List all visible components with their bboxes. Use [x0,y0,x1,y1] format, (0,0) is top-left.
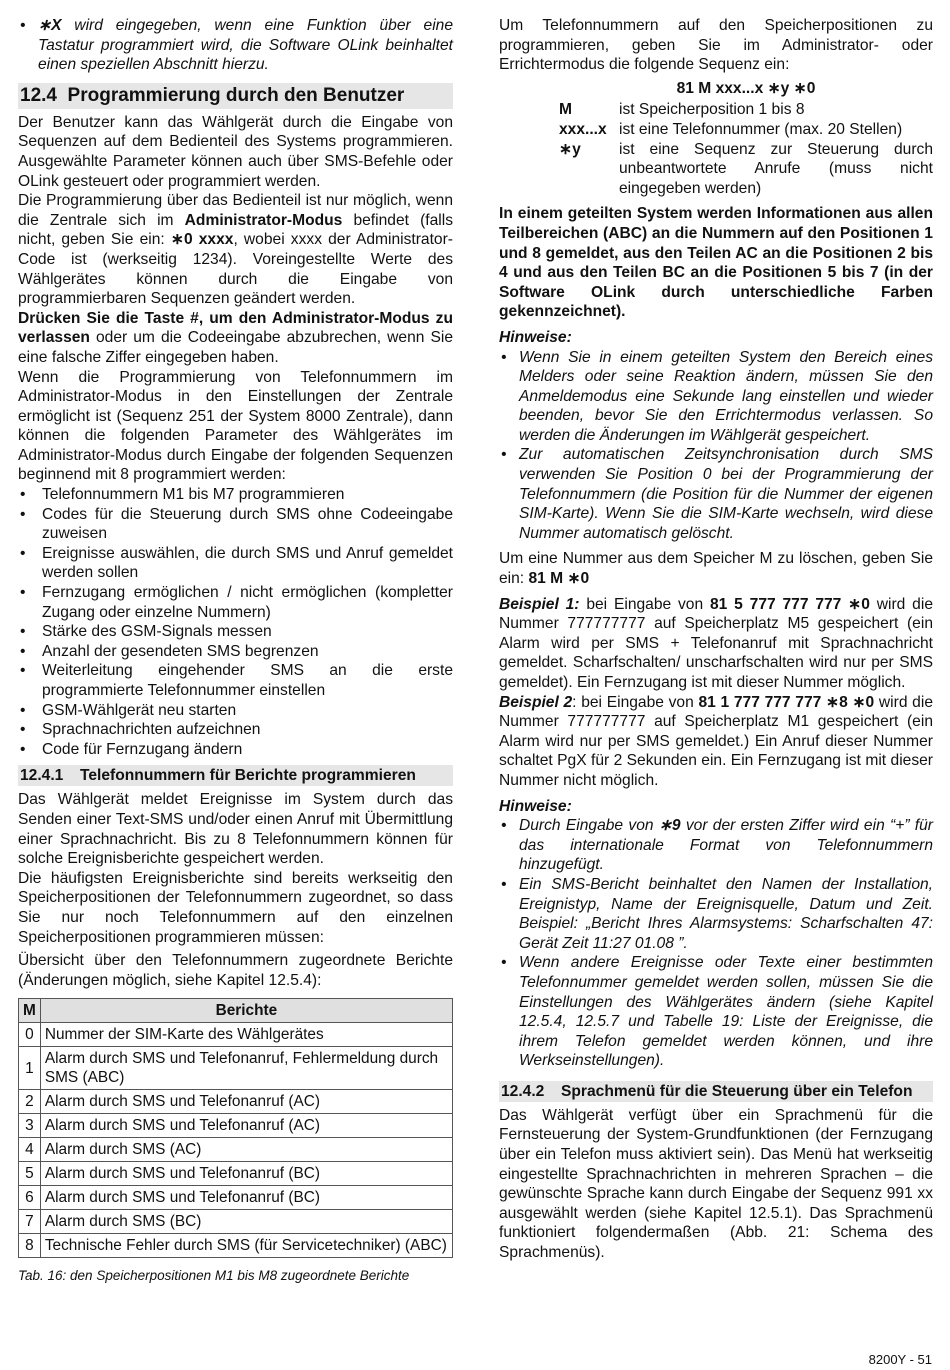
definition-text: ist eine Sequenz zur Steuerung durch unbeantwortete Anrufe (muss nicht eingegeben werden) [619,140,933,197]
report-description: Nummer der SIM-Karte des Wählgerätes [40,1023,452,1047]
notes-heading: Hinweise: [499,328,572,346]
paragraph: Das Wählgerät verfügt über ein Sprachmenü für die Fernsteuerung der System-Grundfunktionen (der Fernzugang über ein Telefon muss aktiviert sein). Das Menü hat werkseitig eingestellte Sprachnachrichten in mehreren Sprachen – die gewünschte Sprache kann durch Eingabe der Sequenz 991 xx ausgewählt werden (siehe Kapitel 12.5.1). Das Sprachmenü funktioniert folgendermaßen (Abb. 21: Schema des Sprachmenüs). [499,1106,933,1262]
example-2: Beispiel 2: bei Eingabe von 81 1 777 777 777 ∗8 ∗0 wird die Nummer 777777777 auf Speicherplatz M1 gespeichert (ein Alarm wird nur per SMS gemeldet.) Ein Anruf dieser Nummer schaltet PgX für 2 Sekunden ein. Ein Fernzugang ist mit dieser Nummer nicht möglich. [499,693,933,789]
notes-heading: Hinweise: [499,797,572,815]
report-description: Technische Fehler durch SMS (für Servicetechniker) (ABC) [40,1234,452,1258]
list-item: • Stärke des GSM-Signals messen [18,622,453,642]
table-row [19,1047,453,1090]
memory-position: 2 [19,1090,41,1114]
section-heading-12-4-1: 12.4.1 Telefonnummern für Berichte programmieren [18,765,453,786]
list-item: • Sprachnachrichten aufzeichnen [18,720,453,740]
list-item: • ∗X wird eingegeben, wenn eine Funktion über eine Tastatur programmiert wird, die Software OLink beinhaltet einen speziellen Abschnitt hierzu. [18,16,453,75]
paragraph: Übersicht über den Telefonnummern zugeordnete Berichte (Änderungen möglich, siehe Kapitel 12.5.4): [18,952,453,989]
definition-text: ist Speicherposition 1 bis 8 [619,101,805,119]
page-footer: 8200Y - 51 [868,1352,932,1367]
paragraph: Die Programmierung über das Bedienteil ist nur möglich, wenn die Zentrale sich im Administrator-Modus befindet (falls nicht, geben Sie ein: ∗0 xxxx, wobei xxxx der Administrator-Code ist (werkseitig 1234). Voreingestellte Werte des Wählgerätes können durch die Eingabe von programmierbaren Sequenzen geändert werden. [18,192,453,308]
bold-paragraph: In einem geteilten System werden Informationen aus allen Teilbereichen (ABC) an die Nummern auf den Positionen 1 und 8 gemeldet, aus den Teilen AC an die Positionen 2 bis 4 und aus den Teilen BC an die Positionen 5 bis 7 (in der Software OLink durch unterschiedliche Farben gekennzeichnet). [499,205,933,321]
notes-list [499,816,933,1071]
list-item: • Telefonnummern M1 bis M7 programmieren [18,485,453,505]
memory-position: 4 [19,1138,41,1162]
report-description: Alarm durch SMS und Telefonanruf (BC) [40,1186,452,1210]
list-item: • Ein SMS-Bericht beinhaltet den Namen der Installation, Ereignistyp, Name der Ereignisquelle, Datum und Zeit. Beispiel: „Bericht Ihres Alarmsystems: Scharfschalten 47: Gerät Zeit 11:27 01.08 ”. [499,875,933,953]
definition-text: ist eine Telefonnummer (max. 20 Stellen) [619,120,903,138]
report-description: Alarm durch SMS und Telefonanruf (AC) [40,1114,452,1138]
table-row [19,1162,453,1186]
definition-list [499,100,933,198]
report-table [18,998,453,1258]
list-item: • Fernzugang ermöglichen / nicht ermöglichen (kompletter Zugang oder einzelne Nummern) [18,583,453,622]
memory-position: 8 [19,1234,41,1258]
list-item: • GSM-Wählgerät neu starten [18,701,453,721]
table-caption: Tab. 16: den Speicherpositionen M1 bis M8 zugeordnete Berichte [18,1268,410,1284]
list-item: • Ereignisse auswählen, die durch SMS und Anruf gemeldet werden sollen [18,544,453,583]
paragraph: Das Wählgerät meldet Ereignisse im System durch das Senden einer Text-SMS und/oder einen Anruf mit Übermittlung einer Sprachnachricht. Bis zu 8 Telefonnummern können für solche Ereignisberichte gespeichert werden. [18,791,453,868]
definition-term: M [559,101,572,119]
list-item: • Anzahl der gesendeten SMS begrenzen [18,642,453,662]
section-heading-12-4-2: 12.4.2 Sprachmenü für die Steuerung über ein Telefon [499,1081,933,1102]
list-item: • Wenn andere Ereignisse oder Texte einer bestimmten Telefonnummer gemeldet werden sollen, müssen Sie die Einstellungen des Wählgerätes ändern (siehe Kapitel 12.5.4, 12.5.7 und Tabelle 19: Liste der Ereignisse, die ihrem Telefon gemeldet werden können, und ihre Werkseinstellungen). [499,953,933,1071]
list-item: • Wenn Sie in einem geteilten System den Bereich eines Melders oder seine Reaktion ändern, müssen Sie den Anmeldemodus eine Sekunde lang einstellen und wieder beenden, bevor Sie den Errichtermodus verlassen. So werden die Änderungen im Wählgerät gespeichert. [499,348,933,446]
paragraph: Wenn die Programmierung von Telefonnummern im Administrator-Modus in den Einstellungen der Zentrale ermöglicht ist (Sequenz 251 der System 8000 Zentrale), dann können die folgenden Parameter des Wählgerätes im Administrator-Modus durch Eingabe der folgenden Sequenzen beginnend mit 8 programmiert werden: [18,368,453,484]
memory-position: 0 [19,1023,41,1047]
right-column [499,16,933,1263]
memory-position: 1 [19,1047,41,1090]
table-row [19,1138,453,1162]
parameter-list [18,485,453,759]
definition-term: ∗y [559,140,581,158]
list-item: • Code für Fernzugang ändern [18,740,453,760]
table-header-berichte: Berichte [40,999,452,1023]
intro-bullet-list [18,16,453,75]
table-row [19,1234,453,1258]
star-x-symbol: ∗X [38,17,62,34]
left-column [18,16,453,1286]
report-description: Alarm durch SMS (BC) [40,1210,452,1234]
table-row [19,1114,453,1138]
program-sequence: 81 M xxx...x ∗y ∗0 [676,79,816,97]
table-row [19,1186,453,1210]
paragraph: Drücken Sie die Taste #, um den Administrator-Modus zu verlassen oder um die Codeeingabe abzubrechen, wenn Sie eine falsche Ziffer eingegeben haben. [18,309,453,366]
report-description: Alarm durch SMS und Telefonanruf (BC) [40,1162,452,1186]
report-description: Alarm durch SMS (AC) [40,1138,452,1162]
memory-position: 7 [19,1210,41,1234]
paragraph: Um Telefonnummern auf den Speicherpositionen zu programmieren, geben Sie im Administrator- oder Errichtermodus die folgende Sequenz ein: [499,17,933,74]
report-description: Alarm durch SMS und Telefonanruf, Fehlermeldung durch SMS (ABC) [40,1047,452,1090]
list-item: • Durch Eingabe von ∗9 vor der ersten Ziffer wird ein “+” für das internationale Format von Telefonnummern hinzugefügt. [499,816,933,875]
notes-list [499,348,933,544]
example-1: Beispiel 1: bei Eingabe von 81 5 777 777 777 ∗0 wird die Nummer 777777777 auf Speicherplatz M5 gespeichert (ein Alarm wird per SMS + Telefonanruf mit Sprachnachricht gemeldet. Scharfschalten/ unscharfschalten wird nur per SMS gemeldet). Ein Fernzugang ist mit dieser Nummer möglich. [499,595,933,691]
definition-term: xxx...x [559,120,607,138]
paragraph: Die häufigsten Ereignisberichte sind bereits werkseitig den Speicherpositionen der Telefonnummern zugeordnet, so dass Sie nur noch Telefonnummern auf den einzelnen Speicherpositionen programmieren müssen: [18,869,453,946]
table-header-m: M [19,999,41,1023]
memory-position: 3 [19,1114,41,1138]
definition-row [499,140,933,199]
definition-row [499,120,933,140]
memory-position: 5 [19,1162,41,1186]
definition-row [499,100,933,120]
list-item: • Zur automatischen Zeitsynchronisation durch SMS verwenden Sie Position 0 bei der Programmierung der Telefonnummern (die Position für die Nummer der eigenen SIM-Karte). Wenn Sie die SIM-Karte wechseln, wird diese Nummer automatisch gelöscht. [499,445,933,543]
table-row [19,1090,453,1114]
paragraph: Der Benutzer kann das Wählgerät durch die Eingabe von Sequenzen auf dem Bedienteil des Systems programmieren. Ausgewählte Parameter können auch über SMS-Befehle oder OLink gesteuert oder programmiert werden. [18,113,453,190]
paragraph: Um eine Nummer aus dem Speicher M zu löschen, geben Sie ein: 81 M ∗0 [499,550,933,588]
memory-position: 6 [19,1186,41,1210]
list-item: • Codes für die Steuerung durch SMS ohne Codeeingabe zuweisen [18,505,453,544]
table-row [19,1210,453,1234]
list-item: • Weiterleitung eingehender SMS an die erste programmierte Telefonnummer einstellen [18,661,453,700]
table-row [19,1023,453,1047]
section-heading-12-4: 12.4 Programmierung durch den Benutzer [18,83,453,109]
report-description: Alarm durch SMS und Telefonanruf (AC) [40,1090,452,1114]
